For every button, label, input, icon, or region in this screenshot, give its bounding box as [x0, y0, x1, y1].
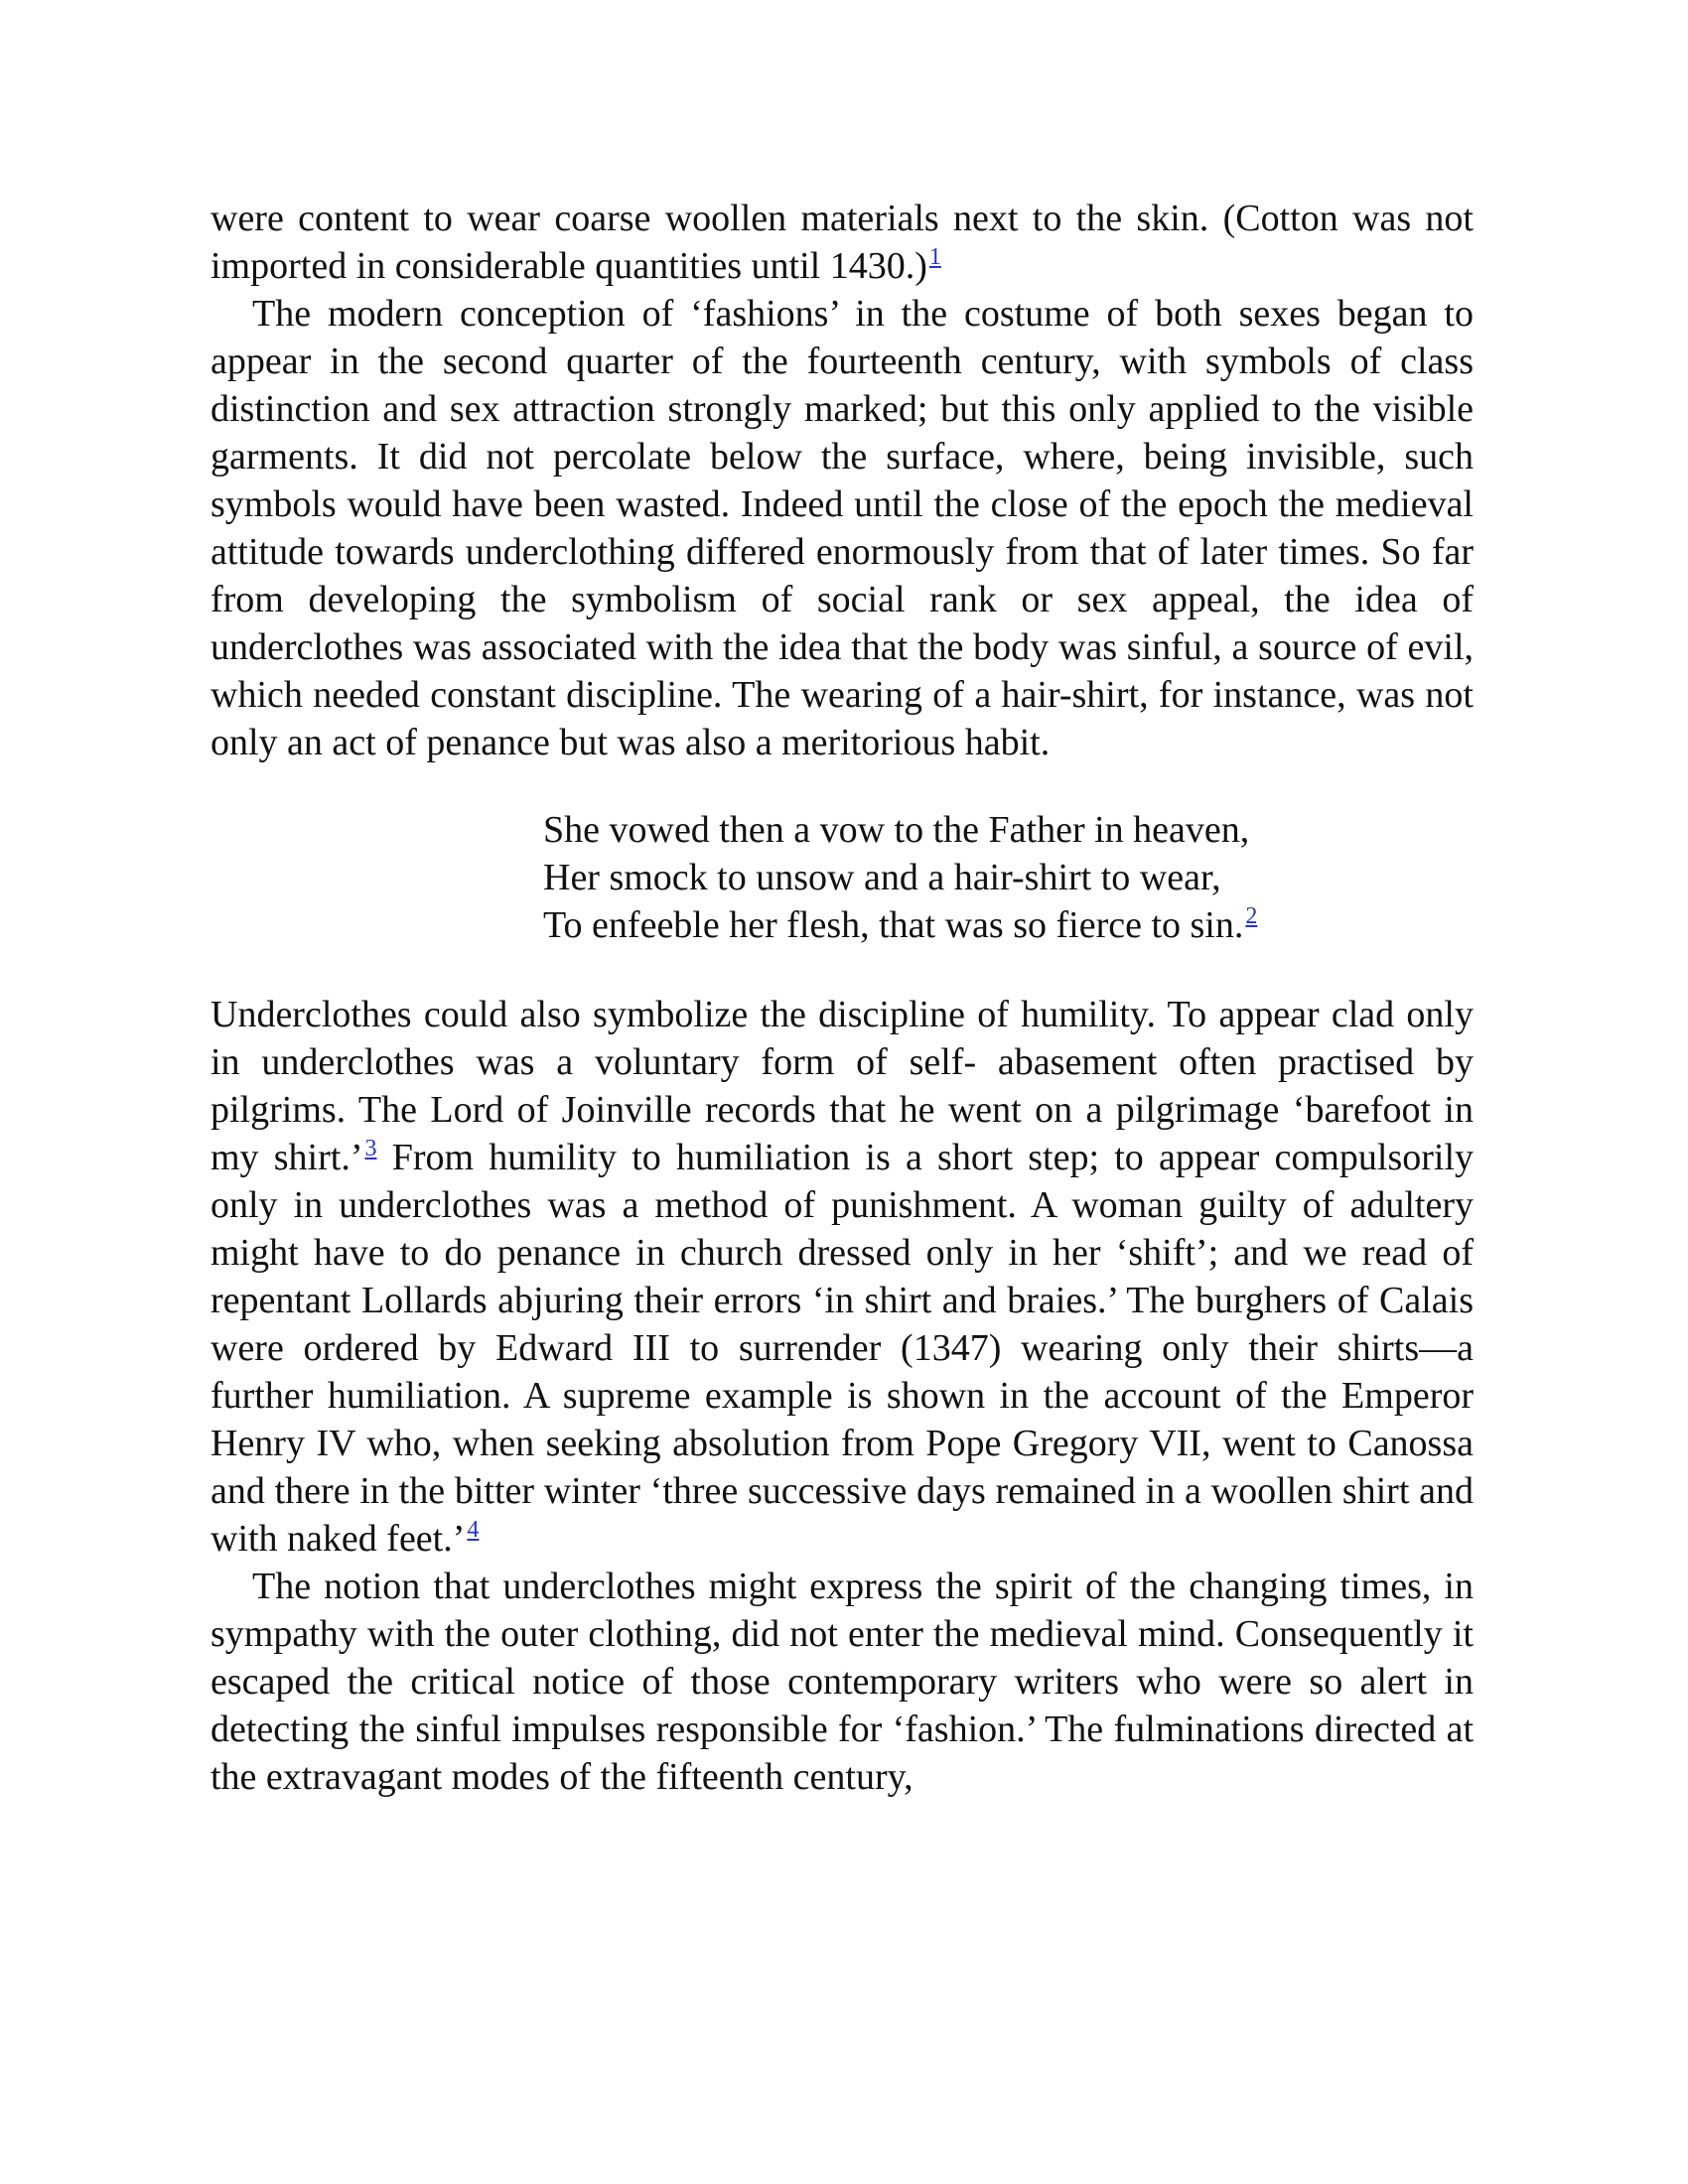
- paragraph-2: The modern conception of ‘fashions’ in the costume of both sexes began to appear in the second quarter of the fourteenth century, with symbols of class distinction and sex attraction strongly marked; but this only applied to the visible garments. It did not percolate below the surface, where, being invisible, such symbols would have been wasted. Indeed until the close of the epoch the medieval attitude towards underclothing differed enormously from that of later times. So far from developing the symbolism of social rank or sex appeal, the idea of underclothes was associated with the idea that the body was sinful, a source of evil, which needed constant discipline. The wearing of a hair-shirt, for instance, was not only an act of penance but was also a meritorious habit.: [211, 293, 1474, 763]
- paragraph-3-text-a: Underclothes could also symbolize the discipline of humility. To appear clad only in underclothes was a voluntary form of self- abasement often practised by pilgrims. The Lord of Joinville records that he went on a pilgrimage ‘barefoot in my shirt.’: [211, 994, 1474, 1178]
- page-body: [211, 195, 1474, 1801]
- verse-line-1: She vowed then a vow to the Father in heaven,: [543, 809, 1250, 851]
- footnote-link-3[interactable]: 3: [364, 1136, 377, 1161]
- paragraph-3-text-b: From humility to humiliation is a short step; to appear compulsorily only in underclothes was a method of punishment. A woman guilty of adultery might have to do penance in church dressed only in her ‘shift’; and we read of repentant Lollards abjuring their errors ‘in shirt and braies.’ The burghers of Calais were ordered by Edward III to surrender (1347) wearing only their shirts—a further humiliation. A supreme example is shown in the account of the Emperor Henry IV who, when seeking absolution from Pope Gregory VII, went to Canossa and there in the bitter winter ‘three successive days remained in a woollen shirt and with naked feet.’: [211, 1137, 1474, 1560]
- paragraph-4: The notion that underclothes might express the spirit of the changing times, in sympathy with the outer clothing, did not enter the medieval mind. Consequently it escaped the critical notice of those contemporary writers who were so alert in detecting the sinful impulses responsible for ‘fashion.’ The fulminations directed at the extravagant modes of the fifteenth century,: [211, 1566, 1474, 1798]
- verse-line-3: [543, 901, 1474, 949]
- paragraph-1-text: were content to wear coarse woollen materials next to the skin. (Cotton was not imported in considerable quantities until 1430.): [211, 198, 1474, 287]
- paragraph-3: [211, 991, 1474, 1563]
- paragraph-1: [211, 195, 1474, 290]
- footnote-link-4[interactable]: 4: [467, 1517, 480, 1543]
- footnote-link-1[interactable]: 1: [928, 244, 941, 270]
- verse-quotation: [543, 806, 1474, 949]
- verse-line-3-text: To enfeeble her flesh, that was so fierce to sin.: [543, 904, 1244, 946]
- footnote-link-2[interactable]: 2: [1245, 903, 1258, 929]
- verse-line-2: Her smock to unsow and a hair-shirt to wear,: [543, 857, 1221, 898]
